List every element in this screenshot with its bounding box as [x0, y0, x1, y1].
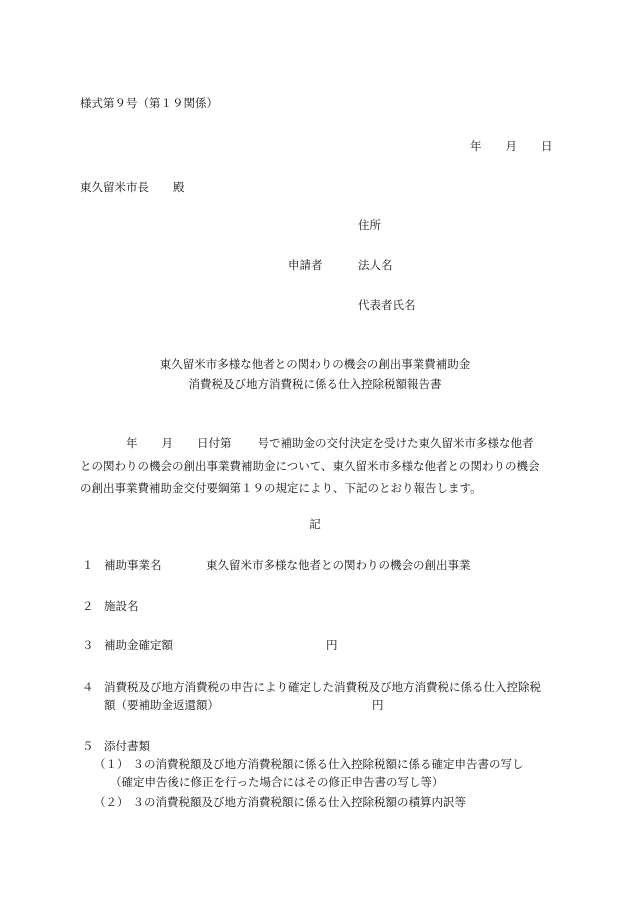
attachment-number: （１）	[94, 757, 129, 771]
item-4-unit: 円	[372, 698, 384, 712]
item-4	[82, 680, 541, 694]
body-line-1	[126, 436, 534, 450]
body-line-2: との関わりの機会の創出事業費補助金について、東久留米市多様な他者との関わりの機会	[80, 459, 540, 473]
item-label: 施設名	[104, 599, 139, 613]
attachment-2	[94, 795, 466, 809]
date-day: 日	[541, 139, 553, 153]
rep-name-label: 代表者氏名	[358, 298, 416, 312]
item-number: ３	[82, 638, 94, 652]
body-dated-no: 日付第	[197, 436, 232, 450]
attachment-number: （２）	[94, 795, 129, 809]
date-month: 月	[505, 139, 517, 153]
item-1	[82, 558, 162, 572]
item-number: ４	[82, 680, 94, 694]
form-label: 様式第９号（第１９関係）	[80, 96, 218, 110]
item-number: １	[82, 558, 94, 572]
date-year: 年	[470, 139, 482, 153]
item-number: ５	[82, 739, 94, 753]
item-label: 補助金確定額	[104, 638, 173, 652]
corp-name-label: 法人名	[358, 258, 393, 272]
attachment-1-note: （確定申告後に修正を行った場合にはその修正申告書の写し等）	[110, 775, 444, 789]
item-4-line-1: 消費税及び地方消費税の申告により確定した消費税及び地方消費税に係る仕入控除税	[104, 680, 541, 694]
item-label: 補助事業名	[104, 558, 162, 572]
attachment-text: ３の消費税額及び地方消費税額に係る仕入控除税額の積算内訳等	[132, 795, 466, 809]
addressee	[80, 180, 185, 194]
addressee-name: 東久留米市長	[80, 180, 149, 194]
addressee-honorific: 殿	[173, 180, 185, 194]
body-line-3: の創出事業費補助金交付要綱第１９の規定により、下記のとおり報告します。	[80, 481, 482, 495]
item-4-line-2: 額（要補助金返還額）	[104, 698, 219, 712]
item-2	[82, 599, 139, 613]
attachment-text: ３の消費税額及び地方消費税額に係る仕入控除税額に係る確定申告書の写し	[132, 757, 524, 771]
attachment-1	[94, 757, 524, 771]
item-3-unit: 円	[326, 638, 338, 652]
item-1-value: 東久留米市多様な他者との関わりの機会の創出事業	[206, 558, 471, 572]
item-label: 添付書類	[104, 739, 150, 753]
title-line-2: 消費税及び地方消費税に係る仕入控除税額報告書	[188, 377, 442, 391]
body-month: 月	[161, 436, 173, 450]
item-3	[82, 638, 173, 652]
address-label: 住所	[358, 218, 381, 232]
item-5	[82, 739, 150, 753]
date-line	[470, 139, 553, 153]
body-year: 年	[126, 436, 138, 450]
title-line-1: 東久留米市多様な他者との関わりの機会の創出事業費補助金	[159, 357, 471, 371]
applicant-label: 申請者	[288, 258, 323, 272]
ki-heading: 記	[309, 517, 321, 531]
item-number: ２	[82, 599, 94, 613]
body-line-1-rest: 号で補助金の交付決定を受けた東久留米市多様な他者	[257, 436, 534, 450]
